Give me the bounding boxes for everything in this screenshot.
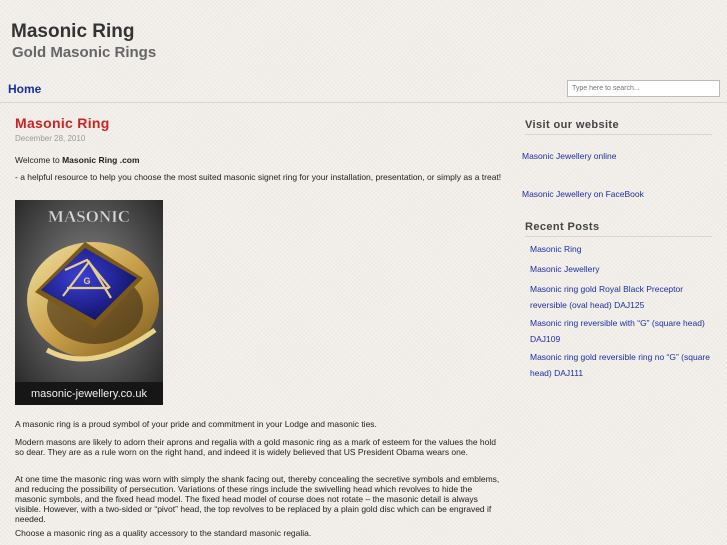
visit-link-facebook[interactable]: Masonic Jewellery on FaceBook: [522, 189, 644, 199]
recent-post-link[interactable]: Masonic Ring: [530, 244, 582, 254]
recent-post-link[interactable]: Masonic ring gold reversible ring no “G” (square head) DAJ111: [530, 352, 710, 378]
intro-paragraph: - a helpful resource to help you choose the most suited masonic signet ring for your installation, presentation, or simply as a treat!: [15, 172, 502, 182]
site-title[interactable]: Masonic Ring: [11, 21, 135, 42]
paragraph-2: Modern masons are likely to adorn their aprons and regalia with a gold masonic ring as a mark of esteem for the values the hold so dear. They are as a rule worn on the right hand, and indeed it is widely believed that US President Obama wears one.: [15, 437, 496, 457]
site-description: Gold Masonic Rings: [12, 44, 157, 61]
nav-home-link[interactable]: Home: [8, 82, 42, 96]
site-name-bold: Masonic Ring .com: [62, 155, 140, 165]
recent-posts-heading: Recent Posts: [525, 221, 712, 237]
post-date: December 28, 2010: [15, 134, 86, 143]
welcome-line: [15, 155, 505, 165]
post-title[interactable]: Masonic Ring: [15, 115, 110, 131]
svg-text:G: G: [83, 276, 91, 286]
image-caption: masonic-jewellery.co.uk: [31, 388, 147, 400]
search-input[interactable]: [567, 80, 720, 97]
recent-post-link[interactable]: Masonic ring reversible with “G” (square head) DAJ109: [530, 318, 705, 344]
welcome-prefix: Welcome to: [15, 155, 63, 165]
paragraph-1: A masonic ring is a proud symbol of your pride and commitment in your Lodge and masonic ties.: [15, 419, 377, 429]
image-top-text: MASONIC: [47, 207, 131, 226]
visit-website-heading: Visit our website: [525, 119, 712, 135]
masonic-ring-photo: [15, 200, 163, 405]
recent-post-link[interactable]: Masonic Jewellery: [530, 264, 600, 274]
paragraph-4: Choose a masonic ring as a quality accessory to the standard masonic regalia.: [15, 528, 312, 538]
paragraph-3: At one time the masonic ring was worn with simply the shank facing out, thereby concealing the secretive symbols and emblems, and reducing the possibility of persecution. Variations of these rings include the swivelling head which revolves to hide the masonic symbols, and the fixed head model. The fixed head model of course does not rotate – the masonic detail is always visible. However, with a two-sided or “pivot” head, the top revolves to be replaced by a plain gold disc which can be engraved if needed.: [15, 474, 500, 524]
visit-link-jewellery-online[interactable]: Masonic Jewellery online: [522, 151, 617, 161]
recent-post-link[interactable]: Masonic ring gold Royal Black Preceptor reversible (oval head) DAJ125: [530, 284, 684, 310]
